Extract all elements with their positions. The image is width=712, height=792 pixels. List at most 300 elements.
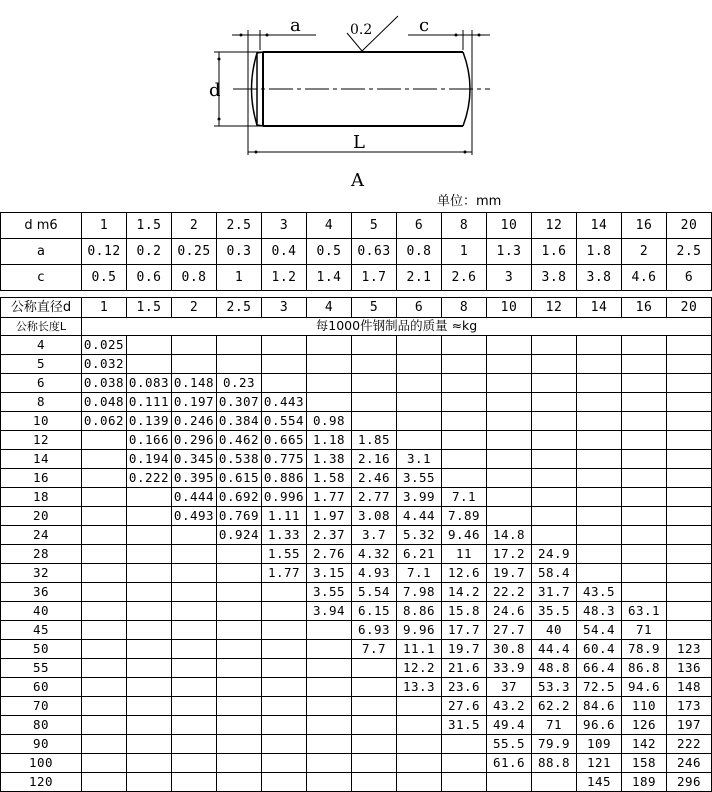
- mass-cell: [397, 716, 442, 735]
- mass-table-row: [1, 583, 712, 602]
- dimension-cell: 0.8: [397, 239, 442, 265]
- mass-cell: 110: [622, 697, 667, 716]
- nominal-length-cell: 45: [1, 621, 82, 640]
- dimension-cell: 0.63: [352, 239, 397, 265]
- mass-cell: [217, 640, 262, 659]
- mass-cell: 15.8: [442, 602, 487, 621]
- mass-cell: [577, 412, 622, 431]
- mass-cell: 6.15: [352, 602, 397, 621]
- mass-cell: [307, 393, 352, 412]
- diameter-header-cell: 14: [577, 213, 622, 239]
- nominal-length-cell: 28: [1, 545, 82, 564]
- mass-cell: [442, 412, 487, 431]
- mass-cell: [442, 735, 487, 754]
- mass-cell: 2.77: [352, 488, 397, 507]
- dimension-cell: 0.8: [172, 265, 217, 291]
- diameter-header-cell: 2.5: [217, 298, 262, 318]
- mass-cell: 3.94: [307, 602, 352, 621]
- mass-cell: [397, 374, 442, 393]
- mass-cell: 14.2: [442, 583, 487, 602]
- mass-cell: 19.7: [442, 640, 487, 659]
- mass-cell: 0.538: [217, 450, 262, 469]
- mass-cell: 14.8: [487, 526, 532, 545]
- label-a: a: [290, 15, 301, 36]
- nominal-length-cell: 24: [1, 526, 82, 545]
- mass-cell: [172, 716, 217, 735]
- mass-cell: [127, 659, 172, 678]
- mass-table-row: [1, 754, 712, 773]
- mass-cell: [127, 507, 172, 526]
- mass-cell: 24.6: [487, 602, 532, 621]
- mass-cell: [172, 640, 217, 659]
- mass-cell: [172, 621, 217, 640]
- diameter-header-cell: 10: [487, 298, 532, 318]
- diameter-header-cell: 1: [82, 298, 127, 318]
- mass-cell: [307, 697, 352, 716]
- mass-cell: [172, 355, 217, 374]
- mass-cell: [217, 564, 262, 583]
- mass-cell: [352, 412, 397, 431]
- mass-cell: 4.44: [397, 507, 442, 526]
- mass-cell: [352, 659, 397, 678]
- diameter-header-cell: 5: [352, 298, 397, 318]
- label-c: c: [419, 15, 430, 36]
- mass-cell: 0.139: [127, 412, 172, 431]
- mass-cell: [262, 716, 307, 735]
- diameter-header-cell: 20: [667, 298, 712, 318]
- dimension-cell: 1.3: [487, 239, 532, 265]
- mass-cell: 0.246: [172, 412, 217, 431]
- mass-cell: [667, 621, 712, 640]
- mass-cell: 7.7: [352, 640, 397, 659]
- mass-cell: 9.96: [397, 621, 442, 640]
- mass-cell: [307, 355, 352, 374]
- dimension-row-label: a: [1, 239, 82, 265]
- mass-table-row: [1, 469, 712, 488]
- mass-cell: [667, 450, 712, 469]
- dimension-cell: 3.8: [577, 265, 622, 291]
- mass-cell: 0.444: [172, 488, 217, 507]
- mass-table-row: [1, 526, 712, 545]
- nominal-length-cell: 70: [1, 697, 82, 716]
- mass-cell: 126: [622, 716, 667, 735]
- mass-cell: [262, 374, 307, 393]
- mass-cell: [262, 602, 307, 621]
- mass-cell: 12.6: [442, 564, 487, 583]
- mass-cell: [442, 431, 487, 450]
- diameter-header-cell: 12: [532, 213, 577, 239]
- mass-cell: [442, 355, 487, 374]
- dimension-row-label: c: [1, 265, 82, 291]
- nominal-length-cell: 12: [1, 431, 82, 450]
- mass-cell: 0.775: [262, 450, 307, 469]
- mass-cell: 0.025: [82, 336, 127, 355]
- mass-cell: 31.7: [532, 583, 577, 602]
- mass-cell: [622, 374, 667, 393]
- mass-cell: [352, 374, 397, 393]
- mass-cell: [667, 583, 712, 602]
- mass-cell: 1.85: [352, 431, 397, 450]
- mass-cell: [397, 431, 442, 450]
- mass-cell: 7.89: [442, 507, 487, 526]
- mass-cell: [262, 754, 307, 773]
- mass-table-row: [1, 678, 712, 697]
- mass-cell: [307, 374, 352, 393]
- nominal-length-cell: 80: [1, 716, 82, 735]
- mass-cell: [622, 583, 667, 602]
- mass-cell: [217, 621, 262, 640]
- mass-cell: [532, 374, 577, 393]
- mass-cell: 3.15: [307, 564, 352, 583]
- mass-cell: [82, 621, 127, 640]
- mass-caption: 每1000件钢制品的质量 ≈kg: [82, 318, 712, 336]
- dimension-cell: 1.7: [352, 265, 397, 291]
- mass-cell: 4.32: [352, 545, 397, 564]
- mass-cell: 0.148: [172, 374, 217, 393]
- diameter-header-cell: 3: [262, 298, 307, 318]
- mass-cell: [397, 773, 442, 792]
- mass-cell: [82, 526, 127, 545]
- nominal-length-cell: 16: [1, 469, 82, 488]
- dimension-header-row: [1, 213, 712, 239]
- mass-cell: 2.46: [352, 469, 397, 488]
- mass-cell: [172, 754, 217, 773]
- mass-cell: 71: [532, 716, 577, 735]
- mass-cell: [127, 583, 172, 602]
- dimension-cell: 6: [667, 265, 712, 291]
- mass-cell: 0.384: [217, 412, 262, 431]
- dimension-row-a: [1, 239, 712, 265]
- mass-cell: 5.32: [397, 526, 442, 545]
- mass-cell: [82, 640, 127, 659]
- dimension-cell: 2.5: [667, 239, 712, 265]
- mass-cell: 49.4: [487, 716, 532, 735]
- mass-cell: [532, 773, 577, 792]
- mass-table-row: [1, 735, 712, 754]
- mass-cell: 3.08: [352, 507, 397, 526]
- mass-cell: 43.5: [577, 583, 622, 602]
- mass-table-row: [1, 412, 712, 431]
- mass-cell: 0.924: [217, 526, 262, 545]
- mass-cell: [127, 488, 172, 507]
- mass-cell: [352, 716, 397, 735]
- mass-cell: [532, 488, 577, 507]
- mass-cell: [667, 374, 712, 393]
- type-label: A: [351, 170, 364, 191]
- mass-cell: [82, 507, 127, 526]
- mass-cell: 197: [667, 716, 712, 735]
- mass-cell: 1.77: [307, 488, 352, 507]
- mass-cell: [622, 431, 667, 450]
- mass-cell: 40: [532, 621, 577, 640]
- mass-cell: [82, 583, 127, 602]
- mass-cell: [127, 697, 172, 716]
- mass-cell: [532, 469, 577, 488]
- mass-cell: [622, 545, 667, 564]
- mass-cell: 3.1: [397, 450, 442, 469]
- mass-cell: 0.032: [82, 355, 127, 374]
- mass-cell: [667, 393, 712, 412]
- mass-cell: [487, 488, 532, 507]
- mass-cell: 37: [487, 678, 532, 697]
- mass-cell: 0.345: [172, 450, 217, 469]
- mass-cell: [307, 754, 352, 773]
- mass-cell: [172, 526, 217, 545]
- mass-cell: [127, 602, 172, 621]
- mass-cell: [172, 602, 217, 621]
- mass-cell: 30.8: [487, 640, 532, 659]
- mass-cell: [442, 469, 487, 488]
- mass-cell: [127, 526, 172, 545]
- mass-cell: 7.98: [397, 583, 442, 602]
- mass-cell: 1.58: [307, 469, 352, 488]
- nominal-length-cell: 5: [1, 355, 82, 374]
- diameter-header-cell: 12: [532, 298, 577, 318]
- diameter-header-cell: 10: [487, 213, 532, 239]
- diameter-header-cell: 4: [307, 298, 352, 318]
- mass-cell: 0.615: [217, 469, 262, 488]
- diameter-header-cell: 8: [442, 298, 487, 318]
- mass-cell: [397, 697, 442, 716]
- pin-drawing: [0, 0, 712, 200]
- dimension-cell: 1: [217, 265, 262, 291]
- mass-cell: 0.886: [262, 469, 307, 488]
- dimension-row-c: [1, 265, 712, 291]
- label-L: L: [353, 132, 365, 153]
- mass-cell: 63.1: [622, 602, 667, 621]
- mass-cell: [667, 355, 712, 374]
- mass-cell: [577, 507, 622, 526]
- mass-cell: 2.37: [307, 526, 352, 545]
- mass-cell: 9.46: [442, 526, 487, 545]
- mass-cell: 0.493: [172, 507, 217, 526]
- mass-cell: 0.048: [82, 393, 127, 412]
- diameter-header-cell: 8: [442, 213, 487, 239]
- mass-cell: [397, 754, 442, 773]
- mass-cell: 0.98: [307, 412, 352, 431]
- mass-cell: 296: [667, 773, 712, 792]
- diameter-header-cell: 1: [82, 213, 127, 239]
- mass-cell: 2.16: [352, 450, 397, 469]
- dimension-table: [0, 212, 712, 291]
- mass-table-row: [1, 507, 712, 526]
- mass-cell: [217, 773, 262, 792]
- mass-cell: [127, 754, 172, 773]
- mass-cell: [532, 526, 577, 545]
- mass-cell: [172, 659, 217, 678]
- diameter-header-cell: 6: [397, 298, 442, 318]
- diameter-header-cell: 2.5: [217, 213, 262, 239]
- mass-cell: [667, 431, 712, 450]
- mass-cell: 11: [442, 545, 487, 564]
- mass-table-row: [1, 336, 712, 355]
- dimension-cell: 0.5: [82, 265, 127, 291]
- mass-cell: [352, 393, 397, 412]
- mass-cell: [307, 336, 352, 355]
- mass-cell: [262, 621, 307, 640]
- mass-cell: [577, 336, 622, 355]
- mass-cell: 145: [577, 773, 622, 792]
- mass-cell: [487, 355, 532, 374]
- nominal-length-cell: 8: [1, 393, 82, 412]
- mass-cell: 0.307: [217, 393, 262, 412]
- mass-table-row: [1, 374, 712, 393]
- mass-cell: [397, 393, 442, 412]
- mass-cell: [172, 564, 217, 583]
- mass-cell: [82, 754, 127, 773]
- mass-cell: [217, 678, 262, 697]
- dimension-cell: 2.1: [397, 265, 442, 291]
- nominal-length-cell: 32: [1, 564, 82, 583]
- mass-cell: [622, 450, 667, 469]
- mass-cell: 0.692: [217, 488, 262, 507]
- mass-cell: 0.296: [172, 431, 217, 450]
- mass-cell: [127, 355, 172, 374]
- mass-cell: [82, 450, 127, 469]
- mass-cell: 0.769: [217, 507, 262, 526]
- mass-cell: 48.8: [532, 659, 577, 678]
- mass-cell: 54.4: [577, 621, 622, 640]
- mass-cell: [442, 450, 487, 469]
- mass-cell: 3.7: [352, 526, 397, 545]
- mass-cell: [217, 545, 262, 564]
- mass-cell: 136: [667, 659, 712, 678]
- dimension-header-label: d m6: [1, 213, 82, 239]
- diameter-header-cell: 14: [577, 298, 622, 318]
- mass-cell: 0.23: [217, 374, 262, 393]
- mass-caption-row: [1, 318, 712, 336]
- diameter-header-cell: 2: [172, 213, 217, 239]
- mass-cell: 12.2: [397, 659, 442, 678]
- mass-cell: [82, 431, 127, 450]
- mass-cell: [577, 431, 622, 450]
- mass-cell: 84.6: [577, 697, 622, 716]
- mass-cell: [577, 545, 622, 564]
- dimension-cell: 2: [622, 239, 667, 265]
- mass-cell: 4.93: [352, 564, 397, 583]
- mass-cell: 44.4: [532, 640, 577, 659]
- mass-cell: [82, 469, 127, 488]
- mass-cell: [172, 545, 217, 564]
- mass-cell: [667, 564, 712, 583]
- diameter-header-cell: 20: [667, 213, 712, 239]
- mass-cell: [82, 602, 127, 621]
- dimension-cell: 3: [487, 265, 532, 291]
- mass-cell: 0.197: [172, 393, 217, 412]
- mass-cell: 72.5: [577, 678, 622, 697]
- mass-cell: [127, 621, 172, 640]
- mass-cell: [352, 735, 397, 754]
- mass-cell: 86.8: [622, 659, 667, 678]
- mass-cell: 5.54: [352, 583, 397, 602]
- mass-cell: [397, 355, 442, 374]
- dimension-cell: 1.8: [577, 239, 622, 265]
- mass-cell: [307, 678, 352, 697]
- mass-cell: [172, 678, 217, 697]
- nominal-length-cell: 90: [1, 735, 82, 754]
- dimension-cell: 4.6: [622, 265, 667, 291]
- unit-label: 单位：mm: [437, 194, 502, 209]
- mass-cell: [127, 640, 172, 659]
- mass-cell: 142: [622, 735, 667, 754]
- mass-cell: [532, 393, 577, 412]
- mass-cell: [82, 735, 127, 754]
- mass-cell: [622, 412, 667, 431]
- mass-cell: [442, 393, 487, 412]
- nominal-length-cell: 14: [1, 450, 82, 469]
- mass-cell: 121: [577, 754, 622, 773]
- mass-cell: [127, 545, 172, 564]
- mass-cell: [532, 336, 577, 355]
- mass-cell: [532, 450, 577, 469]
- mass-cell: 0.038: [82, 374, 127, 393]
- mass-cell: 3.55: [307, 583, 352, 602]
- mass-cell: 6.21: [397, 545, 442, 564]
- mass-cell: 0.443: [262, 393, 307, 412]
- mass-cell: 7.1: [397, 564, 442, 583]
- mass-cell: 158: [622, 754, 667, 773]
- mass-cell: [127, 735, 172, 754]
- mass-cell: 1.33: [262, 526, 307, 545]
- mass-cell: 0.083: [127, 374, 172, 393]
- mass-cell: [442, 374, 487, 393]
- dimension-cell: 1.6: [532, 239, 577, 265]
- dimension-cell: 0.2: [127, 239, 172, 265]
- mass-table-row: [1, 564, 712, 583]
- mass-cell: [172, 735, 217, 754]
- mass-cell: [667, 526, 712, 545]
- mass-cell: 7.1: [442, 488, 487, 507]
- mass-table-row: [1, 450, 712, 469]
- mass-table-row: [1, 659, 712, 678]
- mass-cell: [622, 526, 667, 545]
- mass-cell: 1.97: [307, 507, 352, 526]
- dimension-cell: 0.6: [127, 265, 172, 291]
- dimension-cell: 2.6: [442, 265, 487, 291]
- mass-cell: 96.6: [577, 716, 622, 735]
- mass-cell: [262, 735, 307, 754]
- mass-cell: [532, 431, 577, 450]
- mass-cell: 13.3: [397, 678, 442, 697]
- mass-cell: [397, 735, 442, 754]
- mass-cell: [487, 393, 532, 412]
- mass-cell: 109: [577, 735, 622, 754]
- mass-cell: [487, 431, 532, 450]
- mass-cell: [217, 735, 262, 754]
- mass-cell: [352, 355, 397, 374]
- mass-cell: [622, 488, 667, 507]
- mass-cell: 1.38: [307, 450, 352, 469]
- mass-cell: [487, 773, 532, 792]
- nominal-length-cell: 18: [1, 488, 82, 507]
- mass-cell: [307, 773, 352, 792]
- mass-cell: 0.111: [127, 393, 172, 412]
- mass-cell: [442, 336, 487, 355]
- mass-cell: [577, 374, 622, 393]
- mass-cell: [217, 355, 262, 374]
- mass-cell: [487, 374, 532, 393]
- mass-cell: [82, 488, 127, 507]
- mass-table-row: [1, 697, 712, 716]
- mass-cell: [622, 507, 667, 526]
- mass-cell: 71: [622, 621, 667, 640]
- mass-cell: 48.3: [577, 602, 622, 621]
- mass-cell: [622, 564, 667, 583]
- nominal-length-cell: 50: [1, 640, 82, 659]
- mass-cell: 11.1: [397, 640, 442, 659]
- mass-cell: 1.55: [262, 545, 307, 564]
- mass-cell: [667, 336, 712, 355]
